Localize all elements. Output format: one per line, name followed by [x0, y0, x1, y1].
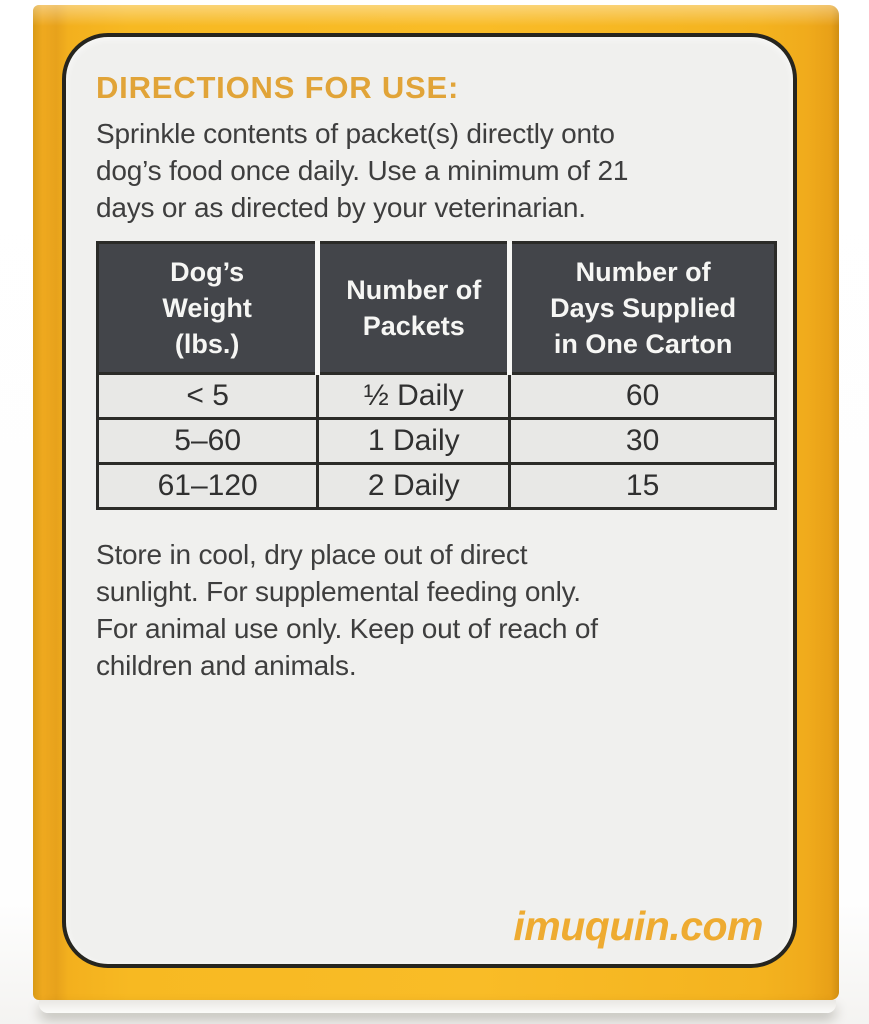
- table-cell-packets: 1 Daily: [318, 419, 510, 464]
- header-line: in One Carton: [553, 329, 733, 359]
- table-cell-days: 60: [510, 374, 776, 419]
- directions-panel: [62, 33, 797, 968]
- directions-heading: DIRECTIONS FOR USE:: [96, 70, 460, 105]
- table-cell-packets: ½ Daily: [318, 374, 510, 419]
- header-line: Packets: [362, 311, 465, 341]
- dosage-table: [96, 241, 777, 510]
- directions-text: [96, 115, 765, 226]
- header-line: Dog’s: [170, 257, 245, 287]
- text-line: For animal use only. Keep out of reach of: [96, 613, 598, 644]
- table-row: [98, 374, 776, 419]
- column-header-number-of-packets: [318, 243, 510, 374]
- website-url: imuquin.com: [513, 903, 763, 949]
- table-cell-days: 30: [510, 419, 776, 464]
- table-header-row: [98, 243, 776, 374]
- text-line: Store in cool, dry place out of direct: [96, 539, 528, 570]
- table-cell-days: 15: [510, 464, 776, 509]
- column-header-dogs-weight: [98, 243, 318, 374]
- header-line: (lbs.): [174, 329, 240, 359]
- header-line: Days Supplied: [550, 293, 737, 323]
- text-line: dog’s food once daily. Use a minimum of 21: [96, 155, 629, 186]
- storage-text: [96, 536, 765, 684]
- column-header-days-supplied: [510, 243, 776, 374]
- text-line: children and animals.: [96, 650, 357, 681]
- header-line: Number of: [346, 275, 482, 305]
- table-cell-weight: 5–60: [98, 419, 318, 464]
- table-cell-weight: < 5: [98, 374, 318, 419]
- carton-side-panel: [33, 5, 839, 1000]
- text-line: Sprinkle contents of packet(s) directly onto: [96, 118, 615, 149]
- header-line: Weight: [162, 293, 252, 323]
- table-row: [98, 464, 776, 509]
- text-line: sunlight. For supplemental feeding only.: [96, 576, 581, 607]
- table-cell-weight: 61–120: [98, 464, 318, 509]
- table-cell-packets: 2 Daily: [318, 464, 510, 509]
- text-line: days or as directed by your veterinarian.: [96, 192, 586, 223]
- table-row: [98, 419, 776, 464]
- header-line: Number of: [575, 257, 711, 287]
